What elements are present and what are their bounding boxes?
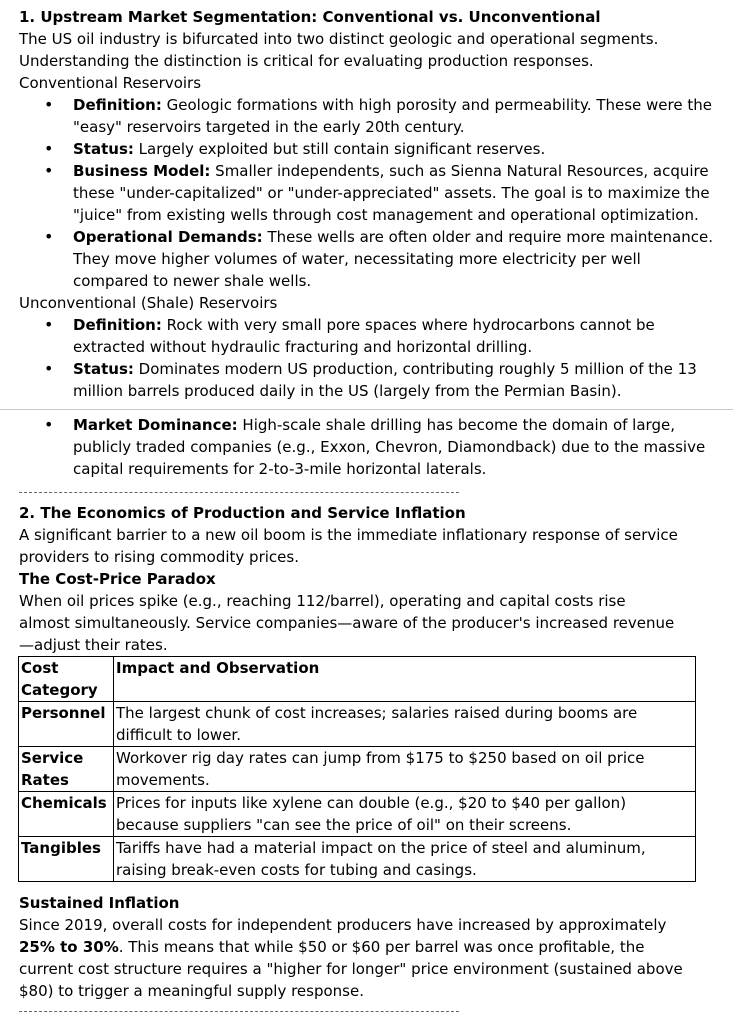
bullet-icon: • [44, 161, 54, 180]
table-row [19, 747, 696, 792]
table-cell: Tangibles [19, 837, 114, 882]
page-break-divider [0, 409, 733, 410]
table-cell: Tariffs have had a material impact on the price of steel and aluminum, raising break-even costs for tubing and casings. [114, 837, 696, 882]
bullet-icon: • [44, 227, 54, 246]
list-item: Status: Largely exploited but still contain significant reserves. [73, 140, 546, 158]
bullet-icon: • [44, 359, 54, 378]
paradox-title: The Cost-Price Paradox [19, 570, 216, 588]
list-item: Status: Dominates modern US production, contributing roughly 5 million of the 13 million barrels produced daily in the US (largely from the Permian Basin). [73, 360, 697, 400]
section-1-intro: The US oil industry is bifurcated into two distinct geologic and operational segments. Understanding the distinction is critical for evaluating production responses. [19, 30, 659, 70]
table-header-cell: Impact and Observation [114, 657, 696, 702]
list-item: Market Dominance: High-scale shale drilling has become the domain of large, publicly traded companies (e.g., Exxon, Chevron, Diamondback) due to the massive capital requirements for 2-to-3-mile horizontal laterals. [73, 416, 706, 478]
section-2-intro: A significant barrier to a new oil boom is the immediate inflationary response of service providers to rising commodity prices. [19, 526, 678, 566]
table-row [19, 792, 696, 837]
conventional-title: Conventional Reservoirs [19, 74, 202, 92]
bullet-icon: • [44, 139, 54, 158]
table-cell: Chemicals [19, 792, 114, 837]
section-2-heading: 2. The Economics of Production and Service Inflation [19, 504, 466, 522]
dashed-divider [19, 492, 459, 493]
bullet-icon: • [44, 315, 54, 334]
table-header-cell: Cost Category [19, 657, 114, 702]
table-cell: Workover rig day rates can jump from $175 to $250 based on oil price movements. [114, 747, 696, 792]
list-item: Definition: Geologic formations with high porosity and permeability. These were the "easy" reservoirs targeted in the early 20th century. [73, 96, 712, 136]
dashed-divider [19, 1011, 459, 1012]
table-row [19, 702, 696, 747]
table-cell: Personnel [19, 702, 114, 747]
bullet-icon: • [44, 95, 54, 114]
bullet-icon: • [44, 415, 54, 434]
table-cell: The largest chunk of cost increases; salaries raised during booms are difficult to lower. [114, 702, 696, 747]
table-cell: Prices for inputs like xylene can double (e.g., $20 to $40 per gallon) because suppliers "can see the price of oil" on their screens. [114, 792, 696, 837]
section-1-heading: 1. Upstream Market Segmentation: Conventional vs. Unconventional [19, 8, 601, 26]
sustained-title: Sustained Inflation [19, 894, 180, 912]
paradox-text: When oil prices spike (e.g., reaching 112/barrel), operating and capital costs rise almost simultaneously. Service companies—aware of the producer's increased revenue—adjust their rates. [19, 592, 675, 654]
sustained-text: Since 2019, overall costs for independent producers have increased by approximately 25% to 30%. This means that while $50 or $60 per barrel was once profitable, the current cost structure requires a "higher for longer" price environment (sustained above $80) to trigger a meaningful supply response. [19, 916, 683, 1000]
table-row [19, 837, 696, 882]
table-cell: Service Rates [19, 747, 114, 792]
table-header-row [19, 657, 696, 702]
list-item: Definition: Rock with very small pore spaces where hydrocarbons cannot be extracted without hydraulic fracturing and horizontal drilling. [73, 316, 655, 356]
unconventional-title: Unconventional (Shale) Reservoirs [19, 294, 278, 312]
list-item: Business Model: Smaller independents, such as Sienna Natural Resources, acquire these "under-capitalized" or "under-appreciated" assets. The goal is to maximize the "juice" from existing wells through cost management and operational optimization. [73, 162, 710, 224]
cost-table [18, 656, 696, 882]
list-item: Operational Demands: These wells are often older and require more maintenance. They move higher volumes of water, necessitating more electricity per well compared to newer shale wells. [73, 228, 713, 290]
